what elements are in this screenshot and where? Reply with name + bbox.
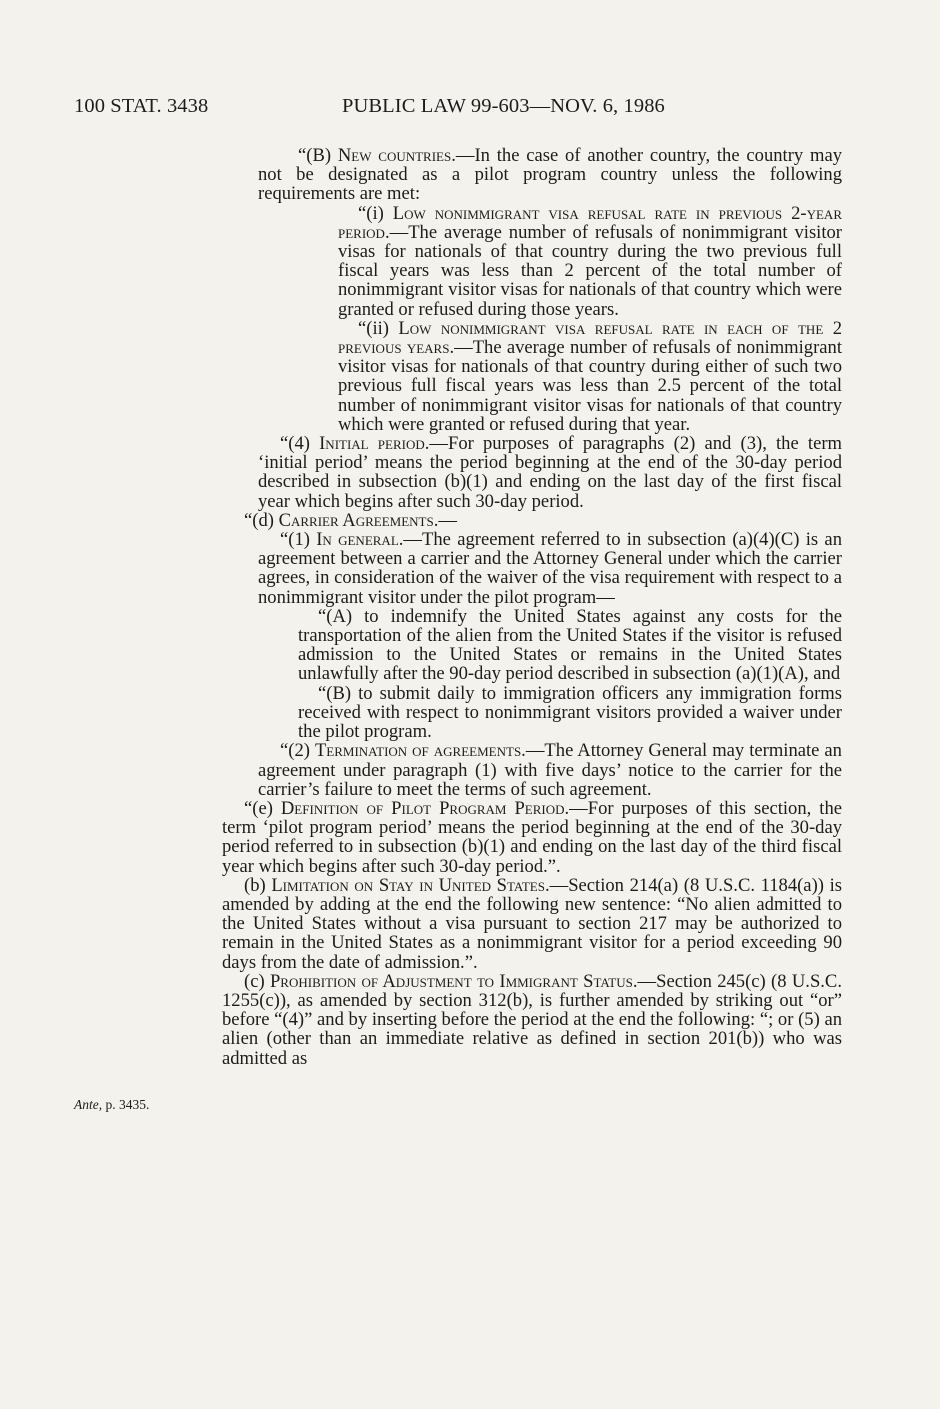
paragraph-c-prohibition <box>222 972 842 1068</box>
margin-note <box>74 1097 149 1113</box>
para-text: — <box>438 509 457 531</box>
para-text: “(A) to indemnify the United States against any costs for the transportation of the alien from the United States if the visitor is refused admission to the United States or remains in the United States unlawfully after the 90-day period described in subsection (a)(1)(A), and <box>298 605 842 685</box>
paragraph-e-definition <box>222 799 842 876</box>
paragraph-i-low-rate-previous <box>222 204 842 319</box>
para-heading: Prohibition of Adjustment to Immigrant Status. <box>269 970 638 992</box>
para-heading: Limitation on Stay in United States. <box>271 874 550 896</box>
para-text: —The agreement referred to in subsection (a)(4)(C) is an agreement between a carrier and the Attorney General under which the carrier agrees, in consideration of the waiver of the visa requirement with respect to a nonimmigrant visitor under the pilot program— <box>258 529 842 608</box>
para-lead: “(2) <box>280 740 315 762</box>
para-lead: “(i) <box>358 202 393 224</box>
para-heading: Low nonimmigrant visa refusal rate in previous 2-year period. <box>338 202 842 243</box>
page-reference: 100 STAT. 3438 <box>74 95 209 117</box>
para-lead: (c) <box>244 970 270 992</box>
para-heading: Low nonimmigrant visa refusal rate in each of the 2 previous years. <box>338 317 842 359</box>
para-heading: Termination of agreements. <box>314 740 526 762</box>
para-text: —In the case of another country, the country may not be designated as a pilot program country unless the following requirements are met: <box>258 145 842 205</box>
paragraph-b-limitation-on-stay <box>222 876 842 972</box>
paragraph-d2-termination <box>222 741 842 799</box>
para-text: —For purposes of paragraphs (2) and (3), the term ‘initial period’ means the period beginning at the end of the 30-day period described in subsection (b)(1) and ending on the last day of the first fiscal year which begins after such 30-day period. <box>258 433 842 512</box>
running-header-title: PUBLIC LAW 99-603—NOV. 6, 1986 <box>342 95 665 117</box>
para-heading: Carrier Agreements. <box>278 509 439 531</box>
para-heading: In general. <box>316 529 404 551</box>
para-lead: “(1) <box>280 529 317 551</box>
para-text: “(B) to submit daily to immigration officers any immigration forms received with respect to nonimmigrant visitors provided a waiver under the pilot program. <box>298 682 842 743</box>
paragraph-d1-in-general <box>222 530 842 607</box>
margin-note-ref: Ante, <box>74 1097 103 1112</box>
para-text: —The Attorney General may terminate an agreement under paragraph (1) with five days’ notice to the carrier for the carrier’s failure to meet the terms of such agreement. <box>258 740 842 800</box>
paragraph-b-new-countries <box>222 146 842 204</box>
para-text: —For purposes of this section, the term ‘pilot program period’ means the period beginning at the end of the 30-day period referred to in subsection (b)(1) and ending on the last day of the third fiscal year which begins after such 30-day period.”. <box>222 797 842 877</box>
para-text: —The average number of refusals of nonimmigrant visitor visas for nationals of that country during either of such two previous full fiscal years was less than 2.5 percent of the total number of nonimmigrant visitor visas for nationals of that country which were granted or refused during that year. <box>338 337 842 435</box>
para-heading: New countries. <box>337 145 456 166</box>
para-heading: Initial period. <box>319 433 430 455</box>
margin-note-page: p. 3435. <box>105 1097 150 1112</box>
para-heading: Definition of Pilot Program Period. <box>280 797 570 819</box>
paragraph-4-initial-period <box>222 434 842 511</box>
para-lead: “(4) <box>280 433 320 455</box>
para-lead: “(d) <box>244 509 279 531</box>
para-text: —The average number of refusals of nonimmigrant visitor visas for nationals of that country during the two previous full fiscal years was less than 2 percent of the total number of nonimmigrant visitor visas for nationals of that country which were granted or refused during those years. <box>338 221 842 320</box>
paragraph-d-carrier-agreements <box>222 511 842 530</box>
para-text: —Section 245(c) (8 U.S.C. 1255(c)), as amended by section 312(b), is further amended by striking out “or” before “(4)” and by inserting before the period at the end the following: “; or (5) an alien (other than an immediate relative as defined in section 201(b)) who was admitted as <box>222 970 842 1069</box>
para-text: —Section 214(a) (8 U.S.C. 1184(a)) is amended by adding at the end the following new sentence: “No alien admitted to the United States without a visa pursuant to section 217 may be authorized to remain in the United States as a nonimmigrant visitor for a period exceeding 90 days from the date of admission.”. <box>222 874 842 973</box>
para-lead: “(e) <box>244 797 281 819</box>
paragraph-d1-a <box>222 607 842 684</box>
paragraph-d1-b <box>222 684 842 742</box>
statute-body <box>222 146 842 1068</box>
para-lead: (b) <box>244 874 272 896</box>
para-lead: “(B) <box>298 145 338 166</box>
para-lead: “(ii) <box>358 317 399 339</box>
paragraph-ii-low-rate-each <box>222 319 842 434</box>
